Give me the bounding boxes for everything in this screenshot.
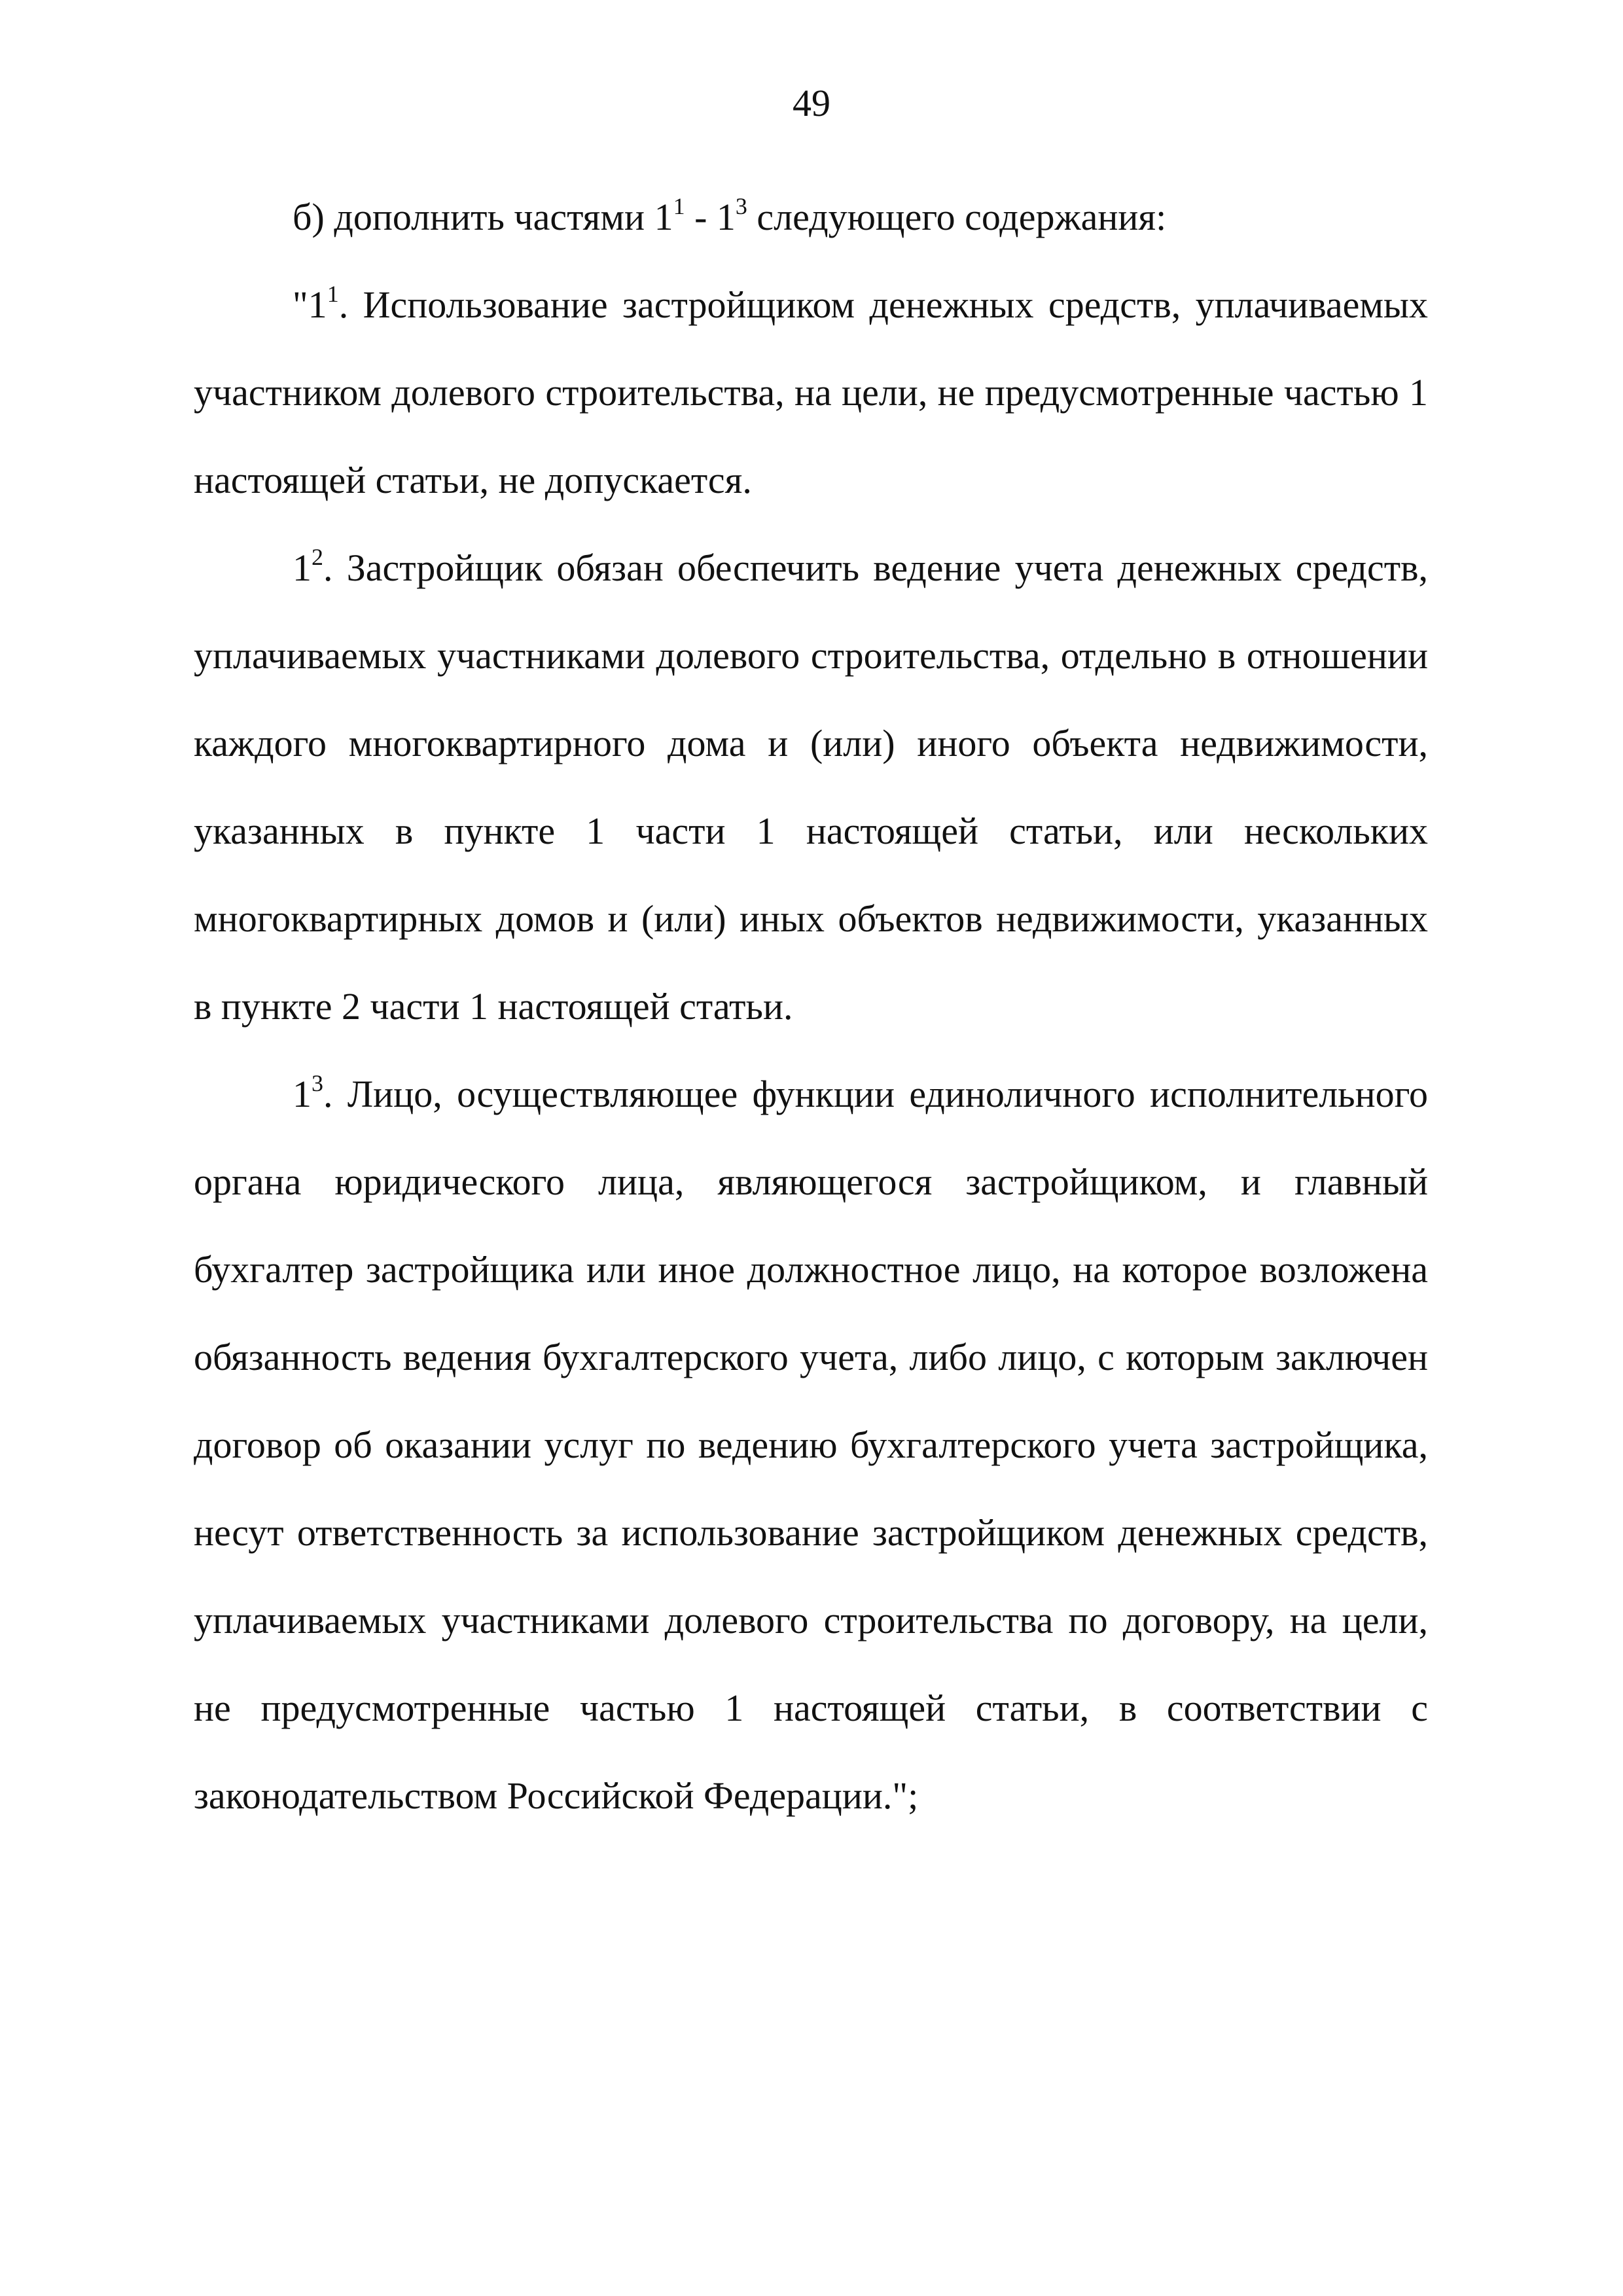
document-body <box>194 173 1428 1840</box>
paragraph-1-3 <box>194 1050 1428 1840</box>
paragraph-1-1-superscript: 1 <box>327 280 339 307</box>
paragraph-1-2-number: 1 <box>293 547 312 589</box>
paragraph-1-3-text: . Лицо, осуществляющее функции единоличного исполнительного органа юридического лица, являющегося застройщиком, и главный бухгалтер застройщика или иное должностное лицо, на которое возложена обязанность ведения бухгалтерского учета, либо лицо, с которым заключен договор об оказании услуг по ведению бухгалтерского учета застройщика, несут ответственность за использование застройщиком денежных средств, уплачиваемых участниками долевого строительства по договору, на цели, не предусмотренные частью 1 настоящей статьи, в соответствии с законодательством Российской Федерации."; <box>194 1073 1428 1817</box>
intro-superscript-1: 1 <box>673 192 685 219</box>
paragraph-1-2-superscript: 2 <box>312 543 323 570</box>
paragraph-1-1-number: "1 <box>293 283 327 326</box>
intro-superscript-2: 3 <box>735 192 747 219</box>
intro-paragraph <box>194 173 1428 261</box>
paragraph-1-2-text: . Застройщик обязан обеспечить ведение учета денежных средств, уплачиваемых участниками долевого строительства, отдельно в отношении каждого многоквартирного дома и (или) иного объекта недвижимости, указанных в пункте 1 части 1 настоящей статьи, или нескольких многоквартирных домов и (или) иных объектов недвижимости, указанных в пункте 2 части 1 настоящей статьи. <box>194 547 1428 1028</box>
paragraph-1-2 <box>194 524 1428 1050</box>
paragraph-1-3-superscript: 3 <box>312 1069 323 1096</box>
intro-text-post: следующего содержания: <box>747 196 1167 238</box>
intro-text-mid: - 1 <box>685 196 736 238</box>
paragraph-1-3-number: 1 <box>293 1073 312 1115</box>
page-number: 49 <box>793 82 830 124</box>
paragraph-1-1-text: . Использование застройщиком денежных средств, уплачиваемых участником долевого строительства, на цели, не предусмотренные частью 1 настоящей статьи, не допускается. <box>194 283 1428 501</box>
paragraph-1-1 <box>194 261 1428 524</box>
intro-text-pre: б) дополнить частями 1 <box>293 196 673 238</box>
